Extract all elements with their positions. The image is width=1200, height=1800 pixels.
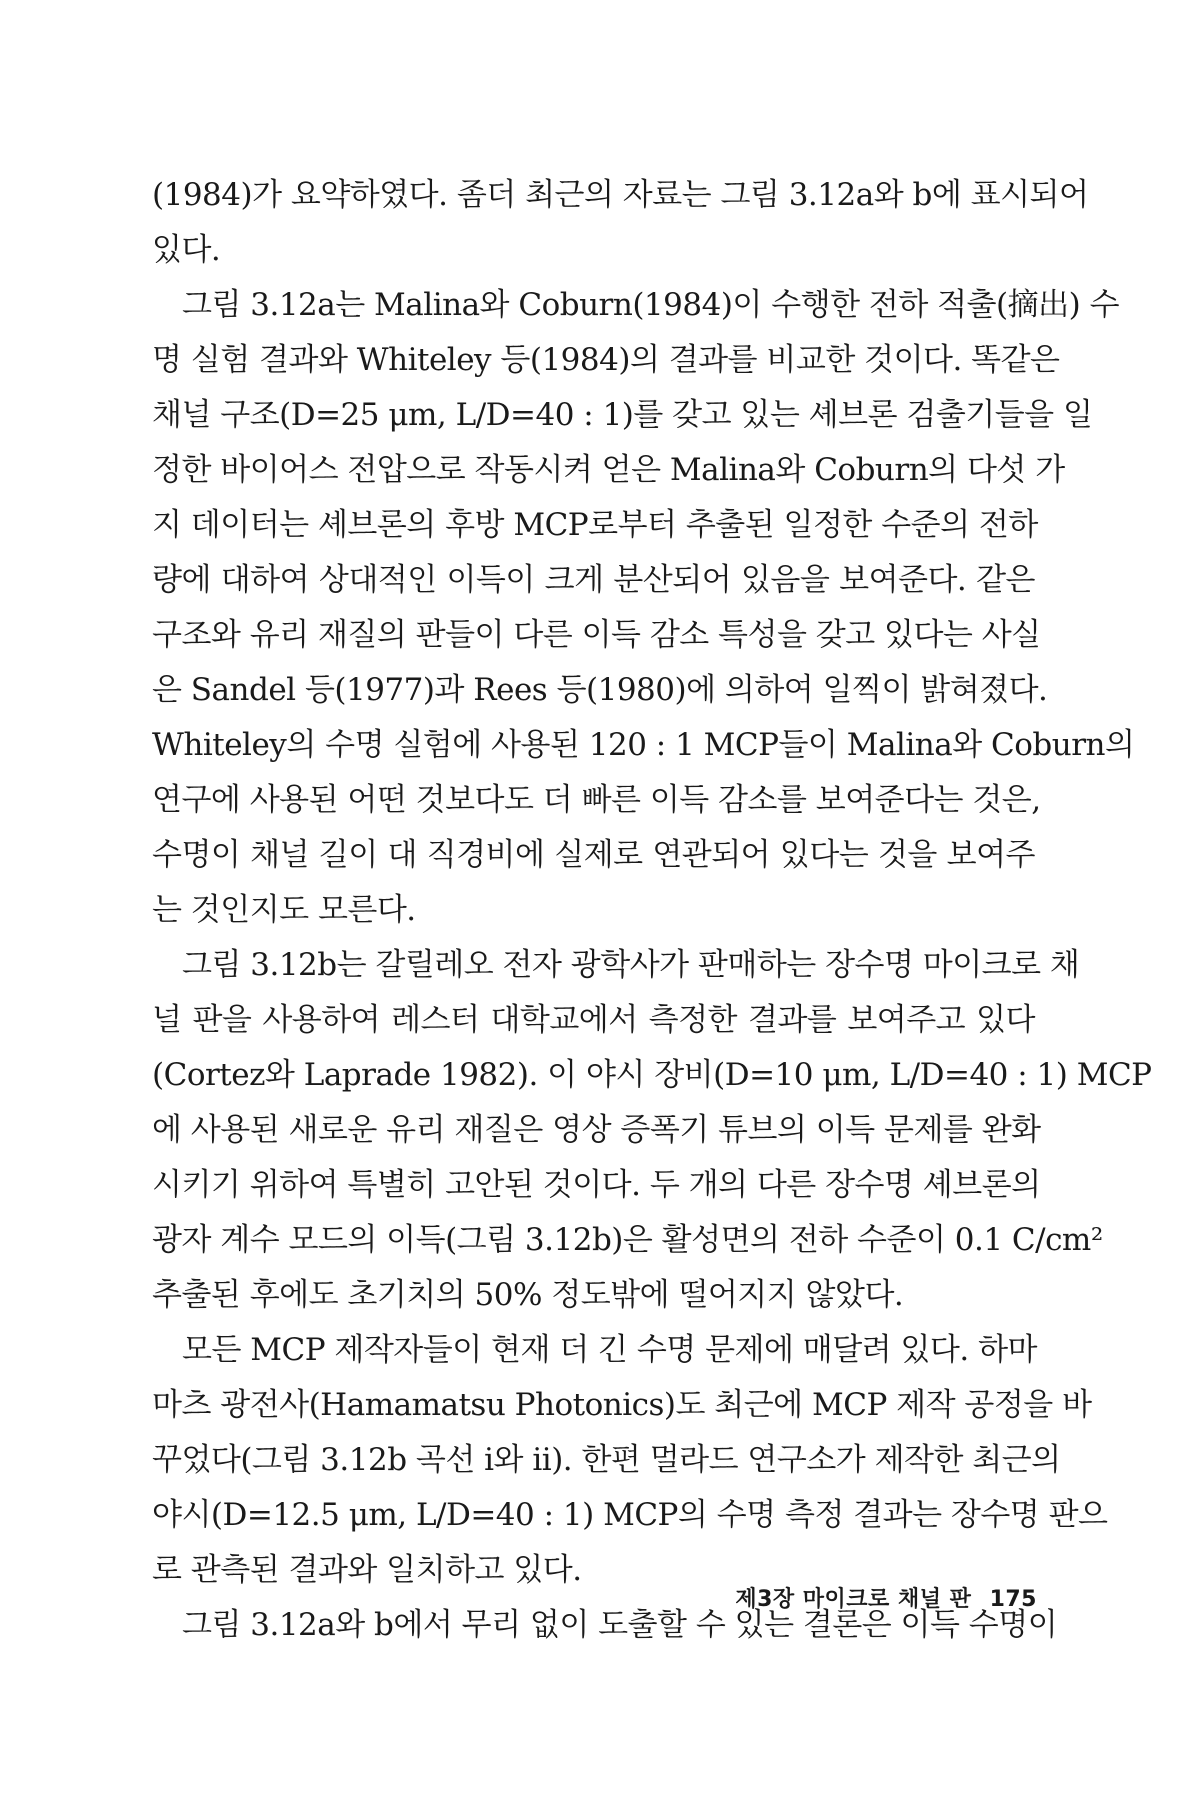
text-line: 수명이 채널 길이 대 직경비에 실제로 연관되어 있다는 것을 보여주 (152, 837, 1035, 873)
text-line: 구조와 유리 재질의 판들이 다른 이득 감소 특성을 갖고 있다는 사실 (152, 617, 1041, 653)
text-line: (Cortez와 Laprade 1982). 이 야시 장비(D=10 μm, L/D=40 : 1) MCP (152, 1057, 1152, 1093)
text-line: 광자 계수 모드의 이득(그림 3.12b)은 활성면의 전하 수준이 0.1 C/cm² (152, 1222, 1103, 1258)
text-line: 그림 3.12a는 Malina와 Coburn(1984)이 수행한 전하 적출(摘出) 수 (182, 287, 1120, 323)
text-line: Whiteley의 수명 실험에 사용된 120 : 1 MCP들이 Malina와 Coburn의 (152, 727, 1135, 763)
text-line: 채널 구조(D=25 μm, L/D=40 : 1)를 갖고 있는 셰브론 검출기들을 일 (152, 397, 1093, 433)
text-line: 정한 바이어스 전압으로 작동시켜 얻은 Malina와 Coburn의 다섯 가 (152, 452, 1065, 488)
text-line: 모든 MCP 제작자들이 현재 더 긴 수명 문제에 매달려 있다. 하마 (182, 1332, 1037, 1368)
text-line: 꾸었다(그림 3.12b 곡선 i와 ii). 한편 멀라드 연구소가 제작한 최근의 (152, 1442, 1061, 1478)
text-line: 량에 대하여 상대적인 이득이 크게 분산되어 있음을 보여준다. 같은 (152, 562, 1035, 598)
text-line: 은 Sandel 등(1977)과 Rees 등(1980)에 의하여 일찍이 밝혀졌다. (152, 672, 1048, 708)
text-line: 지 데이터는 셰브론의 후방 MCP로부터 추출된 일정한 수준의 전하 (152, 507, 1038, 543)
body-text (152, 168, 1152, 1653)
text-line: 그림 3.12a와 b에서 무리 없이 도출할 수 있는 결론은 이득 수명이 (182, 1607, 1058, 1643)
text-line: 로 관측된 결과와 일치하고 있다. (152, 1552, 582, 1588)
text-line: 연구에 사용된 어떤 것보다도 더 빠른 이득 감소를 보여준다는 것은, (152, 782, 1041, 818)
text-line: 야시(D=12.5 μm, L/D=40 : 1) MCP의 수명 측정 결과는 장수명 판으 (152, 1497, 1108, 1533)
text-line: 널 판을 사용하여 레스터 대학교에서 측정한 결과를 보여주고 있다 (152, 1002, 1035, 1038)
text-line: 마츠 광전사(Hamamatsu Photonics)도 최근에 MCP 제작 공정을 바 (152, 1387, 1092, 1423)
text-line: 있다. (152, 232, 221, 268)
text-line: (1984)가 요약하였다. 좀더 최근의 자료는 그림 3.12a와 b에 표시되어 (152, 177, 1089, 213)
text-line: 명 실험 결과와 Whiteley 등(1984)의 결과를 비교한 것이다. 똑같은 (152, 342, 1060, 378)
text-line: 추출된 후에도 초기치의 50% 정도밖에 떨어지지 않았다. (152, 1277, 904, 1313)
text-line: 에 사용된 새로운 유리 재질은 영상 증폭기 튜브의 이득 문제를 완화 (152, 1112, 1041, 1148)
chapter-title: 제3장 마이크로 채널 판 (735, 1587, 972, 1612)
text-line: 그림 3.12b는 갈릴레오 전자 광학사가 판매하는 장수명 마이크로 채 (182, 947, 1080, 983)
text-line: 시키기 위하여 특별히 고안된 것이다. 두 개의 다른 장수명 셰브론의 (152, 1167, 1041, 1203)
page-footer (725, 1582, 1037, 1613)
text-line: 는 것인지도 모른다. (152, 892, 416, 928)
page-number: 175 (989, 1587, 1037, 1612)
